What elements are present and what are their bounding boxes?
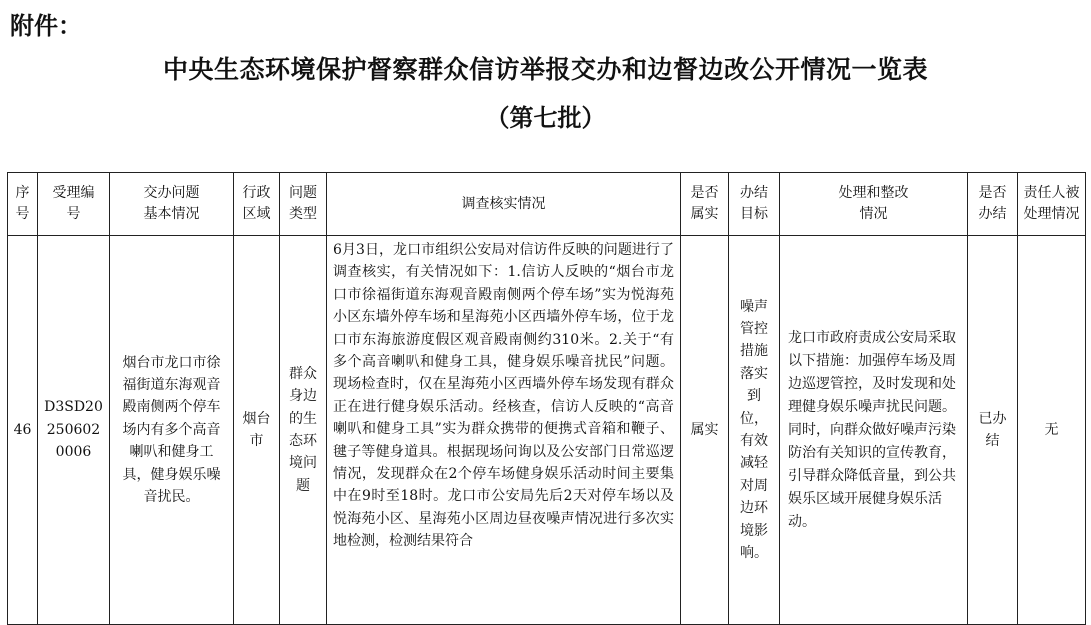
header-type: 问题类型	[280, 173, 327, 236]
header-row	[8, 173, 1086, 236]
page-title: 中央生态环境保护督察群众信访举报交办和边督边改公开情况一览表	[162, 55, 928, 84]
cell-region: 烟台市	[234, 236, 280, 625]
attachment-label: 附件：	[10, 12, 82, 40]
cell-handling: 龙口市政府责成公安局采取以下措施：加强停车场及周边巡逻管控，及时发现和处理健身娱乐噪声扰民问题。同时，向群众做好噪声污染防治有关知识的宣传教育，引导群众降低音量，到公共娱乐区域开展健身娱乐活动。	[780, 236, 968, 625]
cell-type: 群众身边的生态环境问题	[280, 236, 327, 625]
complaint-table	[7, 172, 1086, 625]
header-region: 行政区域	[234, 173, 280, 236]
cell-seq: 46	[8, 236, 38, 625]
cell-completed: 已办结	[968, 236, 1018, 625]
cell-accountability: 无	[1018, 236, 1086, 625]
header-verified: 是否属实	[681, 173, 729, 236]
header-code: 受理编号	[38, 173, 110, 236]
cell-issue: 烟台市龙口市徐福街道东海观音殿南侧两个停车场内有多个高音喇叭和健身工具，健身娱乐噪音扰民。	[110, 236, 234, 625]
cell-investigation: 6月3日，龙口市组织公安局对信访件反映的问题进行了调查核实，有关情况如下：1.信访人反映的“烟台市龙口市徐福街道东海观音殿南侧两个停车场”实为悦海苑小区东墙外停车场和星海苑小区西墙外停车场，位于龙口市东海旅游度假区观音殿南侧约310米。2.关于“有多个高音喇叭和健身工具，健身娱乐噪音扰民”问题。现场检查时，仅在星海苑小区西墙外停车场发现有群众正在进行健身娱乐活动。经核查，信访人反映的“高音喇叭和健身工具”实为群众携带的便携式音箱和鞭子、毽子等健身道具。根据现场问询以及公安部门日常巡逻情况，发现群众在2个停车场健身娱乐活动时间主要集中在9时至18时。龙口市公安局先后2天对停车场以及悦海苑小区、星海苑小区周边昼夜噪声情况进行多次实地检测，检测结果符合	[327, 236, 681, 625]
header-accountability: 责任人被处理情况	[1018, 173, 1086, 236]
header-completed: 是否办结	[968, 173, 1018, 236]
cell-code: D3SD202506020006	[38, 236, 110, 625]
page-subtitle: （第七批）	[485, 104, 606, 132]
cell-verified: 属实	[681, 236, 729, 625]
header-handling: 处理和整改情况	[780, 173, 968, 236]
header-seq: 序号	[8, 173, 38, 236]
header-investigation: 调查核实情况	[327, 173, 681, 236]
cell-goal: 噪声管控措施落实到位，有效减轻对周边环境影响。	[729, 236, 780, 625]
table-row	[8, 236, 1086, 625]
header-issue: 交办问题基本情况	[110, 173, 234, 236]
header-goal: 办结目标	[729, 173, 780, 236]
